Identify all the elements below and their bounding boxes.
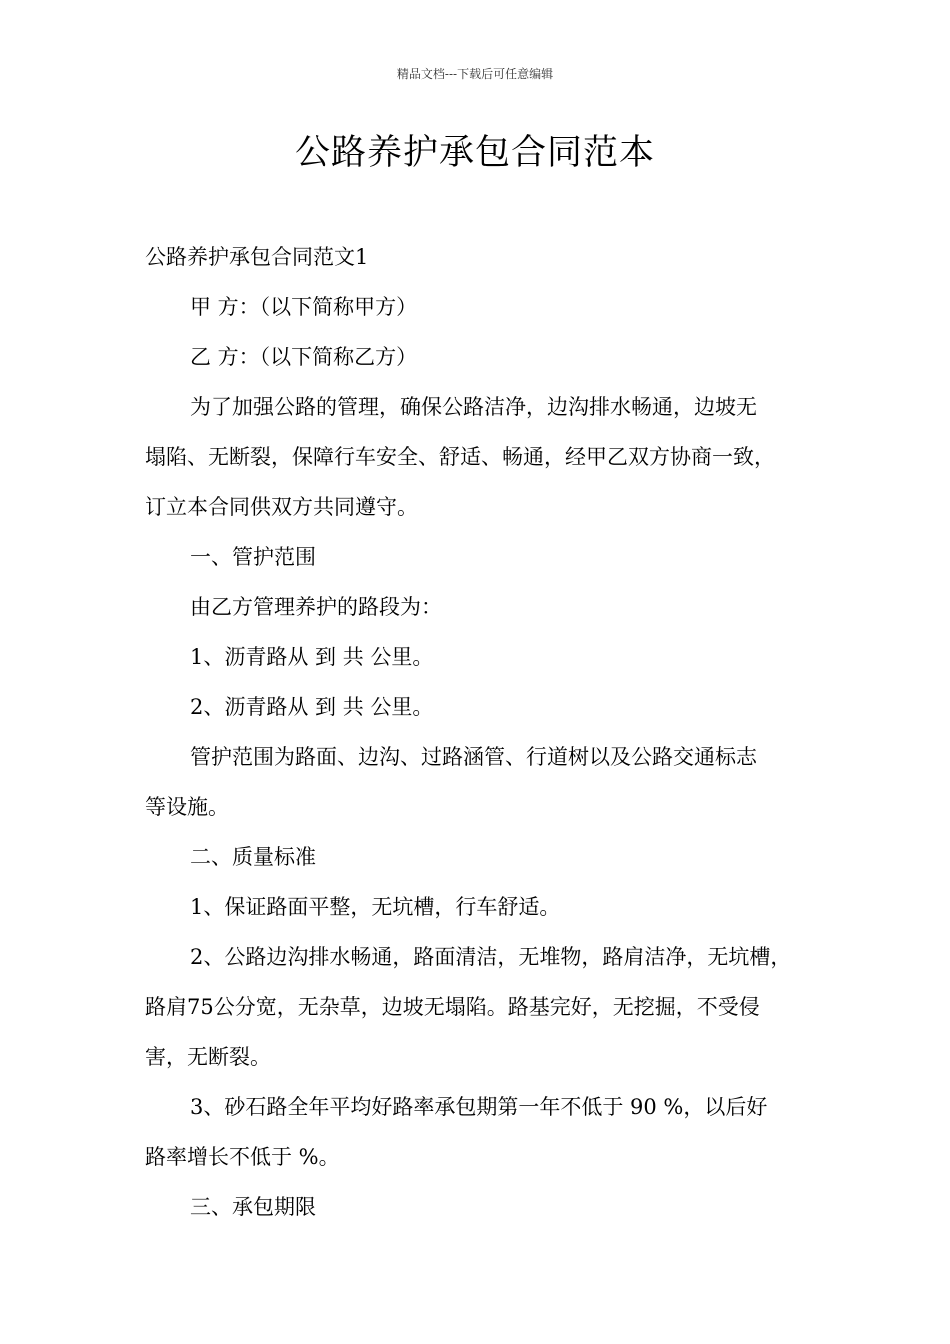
scope-intro: 由乙方管理养护的路段为： [190,595,442,619]
scope-item-1: 1、沥青路从 到 共 公里。 [190,645,434,669]
contract-subtitle: 公路养护承包合同范文1 [145,245,369,269]
quality-item-3-line-1: 3、砂石路全年平均好路率承包期第一年不低于 90 %，以后好 [190,1095,768,1119]
document-body [145,232,825,1232]
section-heading-term: 三、承包期限 [190,1195,316,1219]
quality-item-1: 1、保证路面平整，无坑槽，行车舒适。 [190,895,561,919]
scope-range-line-1: 管护范围为路面、边沟、过路涵管、行道树以及公路交通标志 [190,745,757,769]
document-title: 公路养护承包合同范本 [294,133,655,173]
section-heading-scope: 一、管护范围 [190,545,316,569]
quality-item-2-line-2: 路肩75公分宽，无杂草，边坡无塌陷。路基完好，无挖掘，不受侵 [145,995,760,1019]
scope-item-2: 2、沥青路从 到 共 公里。 [190,695,434,719]
party-a-line: 甲 方：（以下简称甲方） [190,295,418,319]
party-b-line: 乙 方：（以下简称乙方） [190,345,418,369]
quality-item-2-line-1: 2、公路边沟排水畅通，路面清洁，无堆物，路肩洁净，无坑槽， [190,945,792,969]
header-note: 精品文档---下载后可任意编辑 [396,67,554,81]
scope-range-line-2: 等设施。 [145,795,229,819]
quality-item-2-line-3: 害，无断裂。 [145,1045,271,1069]
preamble-line-1: 为了加强公路的管理，确保公路洁净，边沟排水畅通，边坡无 [190,395,757,419]
preamble-line-3: 订立本合同供双方共同遵守。 [145,495,418,519]
quality-item-3-line-2: 路率增长不低于 %。 [145,1145,340,1169]
preamble-line-2: 塌陷、无断裂，保障行车安全、舒适、畅通，经甲乙双方协商一致， [145,445,775,469]
section-heading-quality: 二、质量标准 [190,845,316,869]
